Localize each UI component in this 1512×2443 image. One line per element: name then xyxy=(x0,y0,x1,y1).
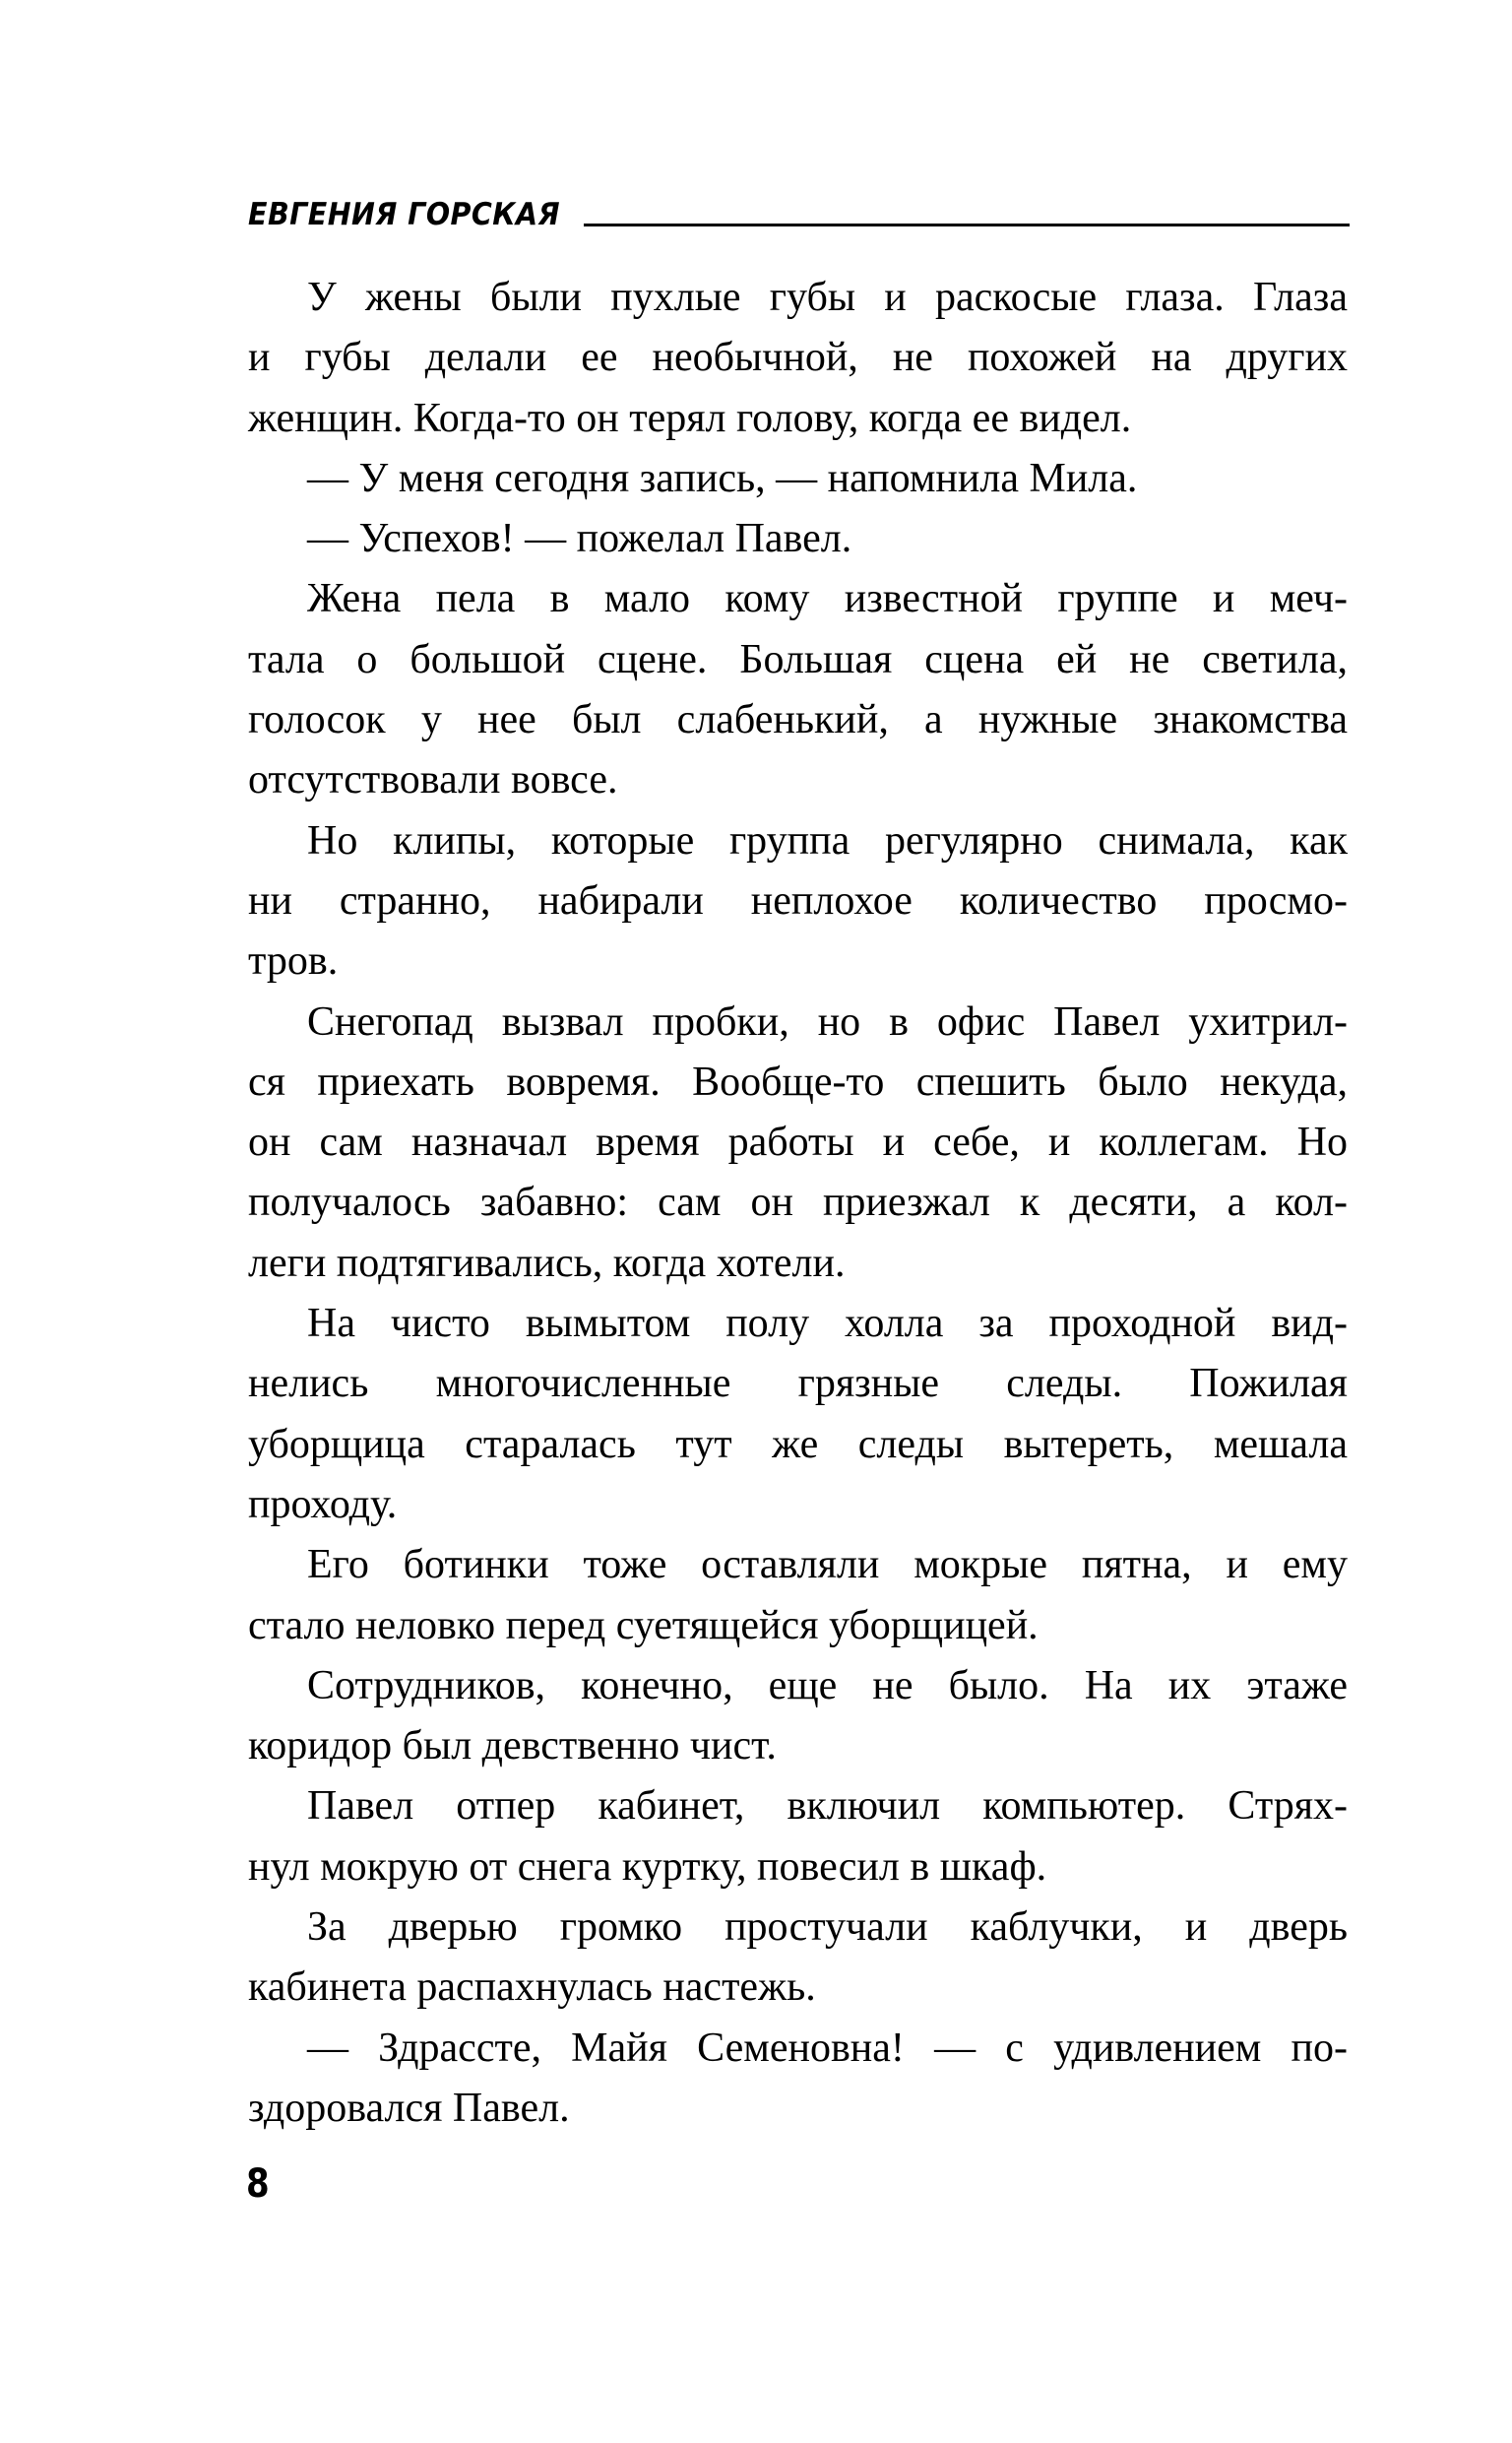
text-line: и губы делали ее необычной, не похожей на других xyxy=(248,335,1348,381)
paragraph xyxy=(248,268,1348,449)
paragraph xyxy=(248,2019,1348,2140)
text-line: тров. xyxy=(248,938,339,985)
text-line: — Успехов! — пожелал Павел. xyxy=(307,516,852,562)
text-line: голосок у нее был слабенький, а нужные знакомства xyxy=(248,697,1348,743)
paragraph xyxy=(248,509,1348,569)
text-line: — Здрассте, Майя Семеновна! — с удивлением по- xyxy=(307,2025,1348,2071)
text-line: Снегопад вызвал пробки, но в офис Павел ухитрил- xyxy=(307,998,1348,1045)
author-name: ЕВГЕНИЯ ГОРСКАЯ xyxy=(248,197,561,232)
text-line: отсутствовали вовсе. xyxy=(248,757,618,804)
text-line: здоровался Павел. xyxy=(248,2085,570,2131)
page-number: 8 xyxy=(246,2161,270,2207)
text-line: Его ботинки тоже оставляли мокрые пятна, и ему xyxy=(307,1542,1348,1588)
text-line: — У меня сегодня запись, — напомнила Мила. xyxy=(307,455,1138,501)
text-line: нул мокрую от снега куртку, повесил в шкаф. xyxy=(248,1843,1047,1890)
text-line: Жена пела в мало кому известной группе и меч- xyxy=(307,576,1348,622)
running-header xyxy=(248,193,1350,232)
text-line: У жены были пухлые губы и раскосые глаза. Глаза xyxy=(307,275,1348,320)
text-line: он сам назначал время работы и себе, и коллегам. Но xyxy=(248,1120,1348,1166)
body-text xyxy=(248,268,1348,2139)
text-line: проходу. xyxy=(248,1481,398,1527)
text-line: кабинета распахнулась настежь. xyxy=(248,1964,816,2011)
text-line: нелись многочисленные грязные следы. Пожилая xyxy=(248,1361,1348,1407)
paragraph xyxy=(248,1897,1348,2019)
text-line: Сотрудников, конечно, еще не было. На их этаже xyxy=(307,1662,1348,1708)
text-line: коридор был девственно чист. xyxy=(248,1723,777,1769)
text-line: уборщица старалась тут же следы вытереть, мешала xyxy=(248,1421,1348,1467)
paragraph xyxy=(248,1656,1348,1777)
text-line: стало неловко перед суетящейся уборщицей. xyxy=(248,1602,1039,1648)
text-line: За дверью громко простучали каблучки, и дверь xyxy=(307,1904,1348,1951)
header-rule xyxy=(584,224,1350,226)
text-line: ни странно, набирали неплохое количество просмо- xyxy=(248,877,1348,924)
text-line: ся приехать вовремя. Вообще-то спешить было некуда, xyxy=(248,1059,1348,1105)
paragraph xyxy=(248,1294,1348,1535)
text-line: Павел отпер кабинет, включил компьютер. Стрях- xyxy=(307,1783,1348,1830)
text-line: Но клипы, которые группа регулярно снимала, как xyxy=(307,817,1348,864)
paragraph xyxy=(248,993,1348,1294)
text-line: женщин. Когда-то он терял голову, когда ее видел. xyxy=(248,395,1132,441)
text-line: На чисто вымытом полу холла за проходной вид- xyxy=(307,1301,1348,1347)
text-line: получалось забавно: сам он приезжал к десяти, а кол- xyxy=(248,1180,1348,1226)
text-line: леги подтягивались, когда хотели. xyxy=(248,1240,846,1286)
paragraph xyxy=(248,1535,1348,1656)
paragraph xyxy=(248,449,1348,509)
paragraph xyxy=(248,569,1348,810)
paragraph xyxy=(248,1776,1348,1897)
text-line: тала о большой сцене. Большая сцена ей не светила, xyxy=(248,636,1348,682)
paragraph xyxy=(248,811,1348,993)
